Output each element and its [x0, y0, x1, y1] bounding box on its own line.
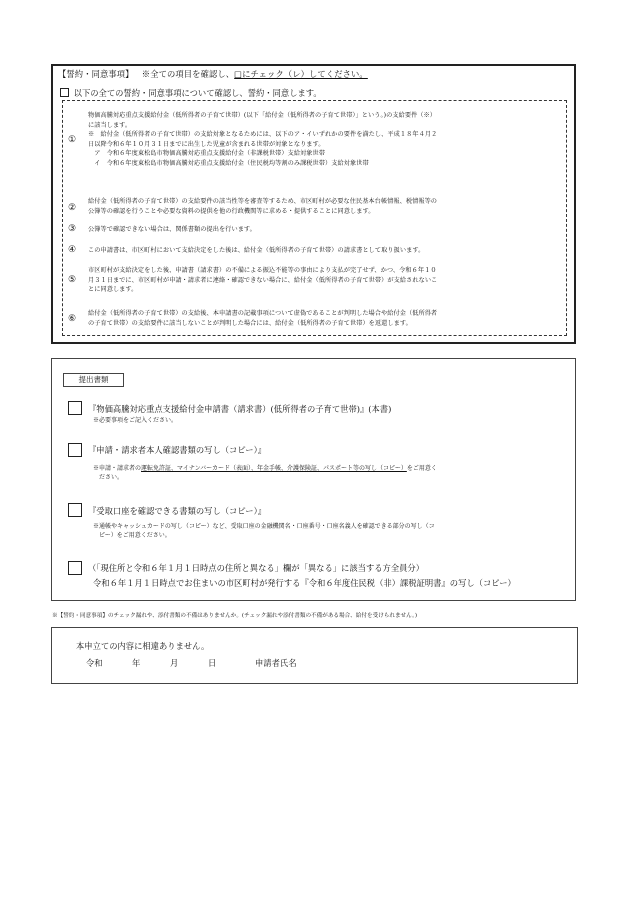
- document-3-checkbox[interactable]: [68, 503, 82, 517]
- document-4-title-line2: 令和６年１月１日時点でお住まいの市区町村が発行する『令和６年度住民税（非）課税証明書』の写し（コピー）: [93, 578, 516, 588]
- pledge-instruction-underlined: □にチェック（レ）してください。: [234, 69, 368, 79]
- date-era: 令和: [86, 658, 103, 668]
- pledge-item-2: 給付金（低所得者の子育て世帯）の支給要件の該当性等を審査等するため、市区町村が必要な住民基本台帳情報、税情報等の 公簿等の確認を行うことや必要な資料の提供を他の行政機関等に求める・提供することに同意します。: [88, 198, 438, 215]
- pledge-header: [58, 68, 368, 80]
- document-3-title: 『受取口座を確認できる書類の写し（コピー）』: [88, 506, 267, 516]
- pledge-item-number: ②: [68, 203, 77, 213]
- date-year-label: 年: [132, 658, 141, 668]
- agree-all-checkbox[interactable]: [60, 88, 69, 97]
- document-1-note: ※必要事項をご記入ください。: [93, 417, 178, 424]
- agree-all-label: 以下の全ての誓約・同意事項について確認し、誓約・同意します。: [73, 88, 322, 98]
- agree-all-row[interactable]: [60, 87, 322, 99]
- document-4-checkbox[interactable]: [68, 561, 82, 575]
- pledge-item-number: ⑤: [68, 275, 77, 285]
- document-1-title: 『物価高騰対応重点支援給付金申請書（請求書）(低所得者の子育て世帯)』(本書): [88, 404, 392, 414]
- confirmation-section: [51, 627, 578, 684]
- date-month-label: 月: [170, 658, 179, 668]
- document-4-title: （「現住所と令和６年１月１日時点の住所と異なる」欄が「異なる」に該当する方全員分）: [88, 563, 425, 573]
- pledge-item-6: 給付金（低所得者の子育て世帯）の支給後、本申請書の記載事項について虚偽であることが判明した場合や給付金（低所得者 の子育て世帯）の支給要件に該当しないことが判明した場合には、給付金（低所得者の子育て世帯）を返還します。: [88, 310, 438, 327]
- documents-section-label: 提出書類: [63, 373, 124, 387]
- document-3-note: ※通帳やキャッシュカードの写し（コピー）など、受取口座の金融機関名・口座番号・口座名義人を確認できる部分の写し（コ ピー）をご用意ください。: [93, 523, 435, 539]
- pledge-item-number: ⑥: [68, 314, 77, 324]
- pledge-item-3: 公簿等で確認できない場合は、関係書類の提出を行います。: [88, 226, 256, 233]
- document-2-checkbox[interactable]: [68, 443, 82, 457]
- pledge-item-5: 市区町村が支給決定をした後、申請書（請求書）の不備による振込不能等の事由により支払が完了せず、かつ、令和６年１０ 月３１日までに、市区町村が申請・請求者に連絡・確認できない場合に、給付金（低所得者の子育て世帯）が支給されないこ とに同意します。: [88, 267, 438, 294]
- pledge-title: 【誓約・同意事項】: [58, 69, 134, 79]
- document-1-checkbox[interactable]: [68, 401, 82, 415]
- applicant-name-label: 申請者氏名: [255, 658, 297, 668]
- document-2-note: ※申請・請求者の運転免許証、マイナンバーカード（表面）、年金手帳、介護保険証、パスポート等の写し（コピー）をご用意く ださい。: [93, 465, 437, 481]
- checklist-footnote: ※【誓約・同意事項】のチェック漏れや、添付書類の不備はありませんか。(チェック漏れや添付書類の不備がある場合、給付を受けられません。): [52, 613, 418, 619]
- pledge-item-number: ①: [68, 135, 77, 145]
- date-day-label: 日: [208, 658, 217, 668]
- pledge-item-number: ③: [68, 224, 77, 234]
- pledge-item-4: この申請書は、市区町村において支給決定をした後は、給付金（低所得者の子育て世帯）の請求書として取り扱います。: [88, 247, 425, 254]
- document-2-title: 『申請・請求者本人確認書類の写し（コピー）』: [88, 445, 267, 455]
- pledge-item-1: 物価高騰対応重点支援給付金（低所得者の子育て世帯）(以下「給付金（低所得者の子育て世帯）」という。)の支給要件（※） に該当します。 ※ 給付金（低所得者の子育て世帯）の支給対象となるためには、以下のア・イいずれかの要件を満たし、平成１８年４月２ 日以降令和６年１０月３１日までに出生した児童が含まれる世帯が対象となります。 ア 令和６年度東松島市物価高騰対応重点支援給付金（非課税世帯）支給対象世帯 イ 令和６年度東松島市物価高騰対応重点支援給付金（住民税均等割のみ課税世帯）支給対象世帯: [88, 112, 438, 167]
- pledge-instruction: ※全ての項目を確認し、: [141, 69, 235, 79]
- confirmation-statement: 本申立ての内容に相違ありません。: [76, 641, 210, 651]
- pledge-item-number: ④: [68, 245, 77, 255]
